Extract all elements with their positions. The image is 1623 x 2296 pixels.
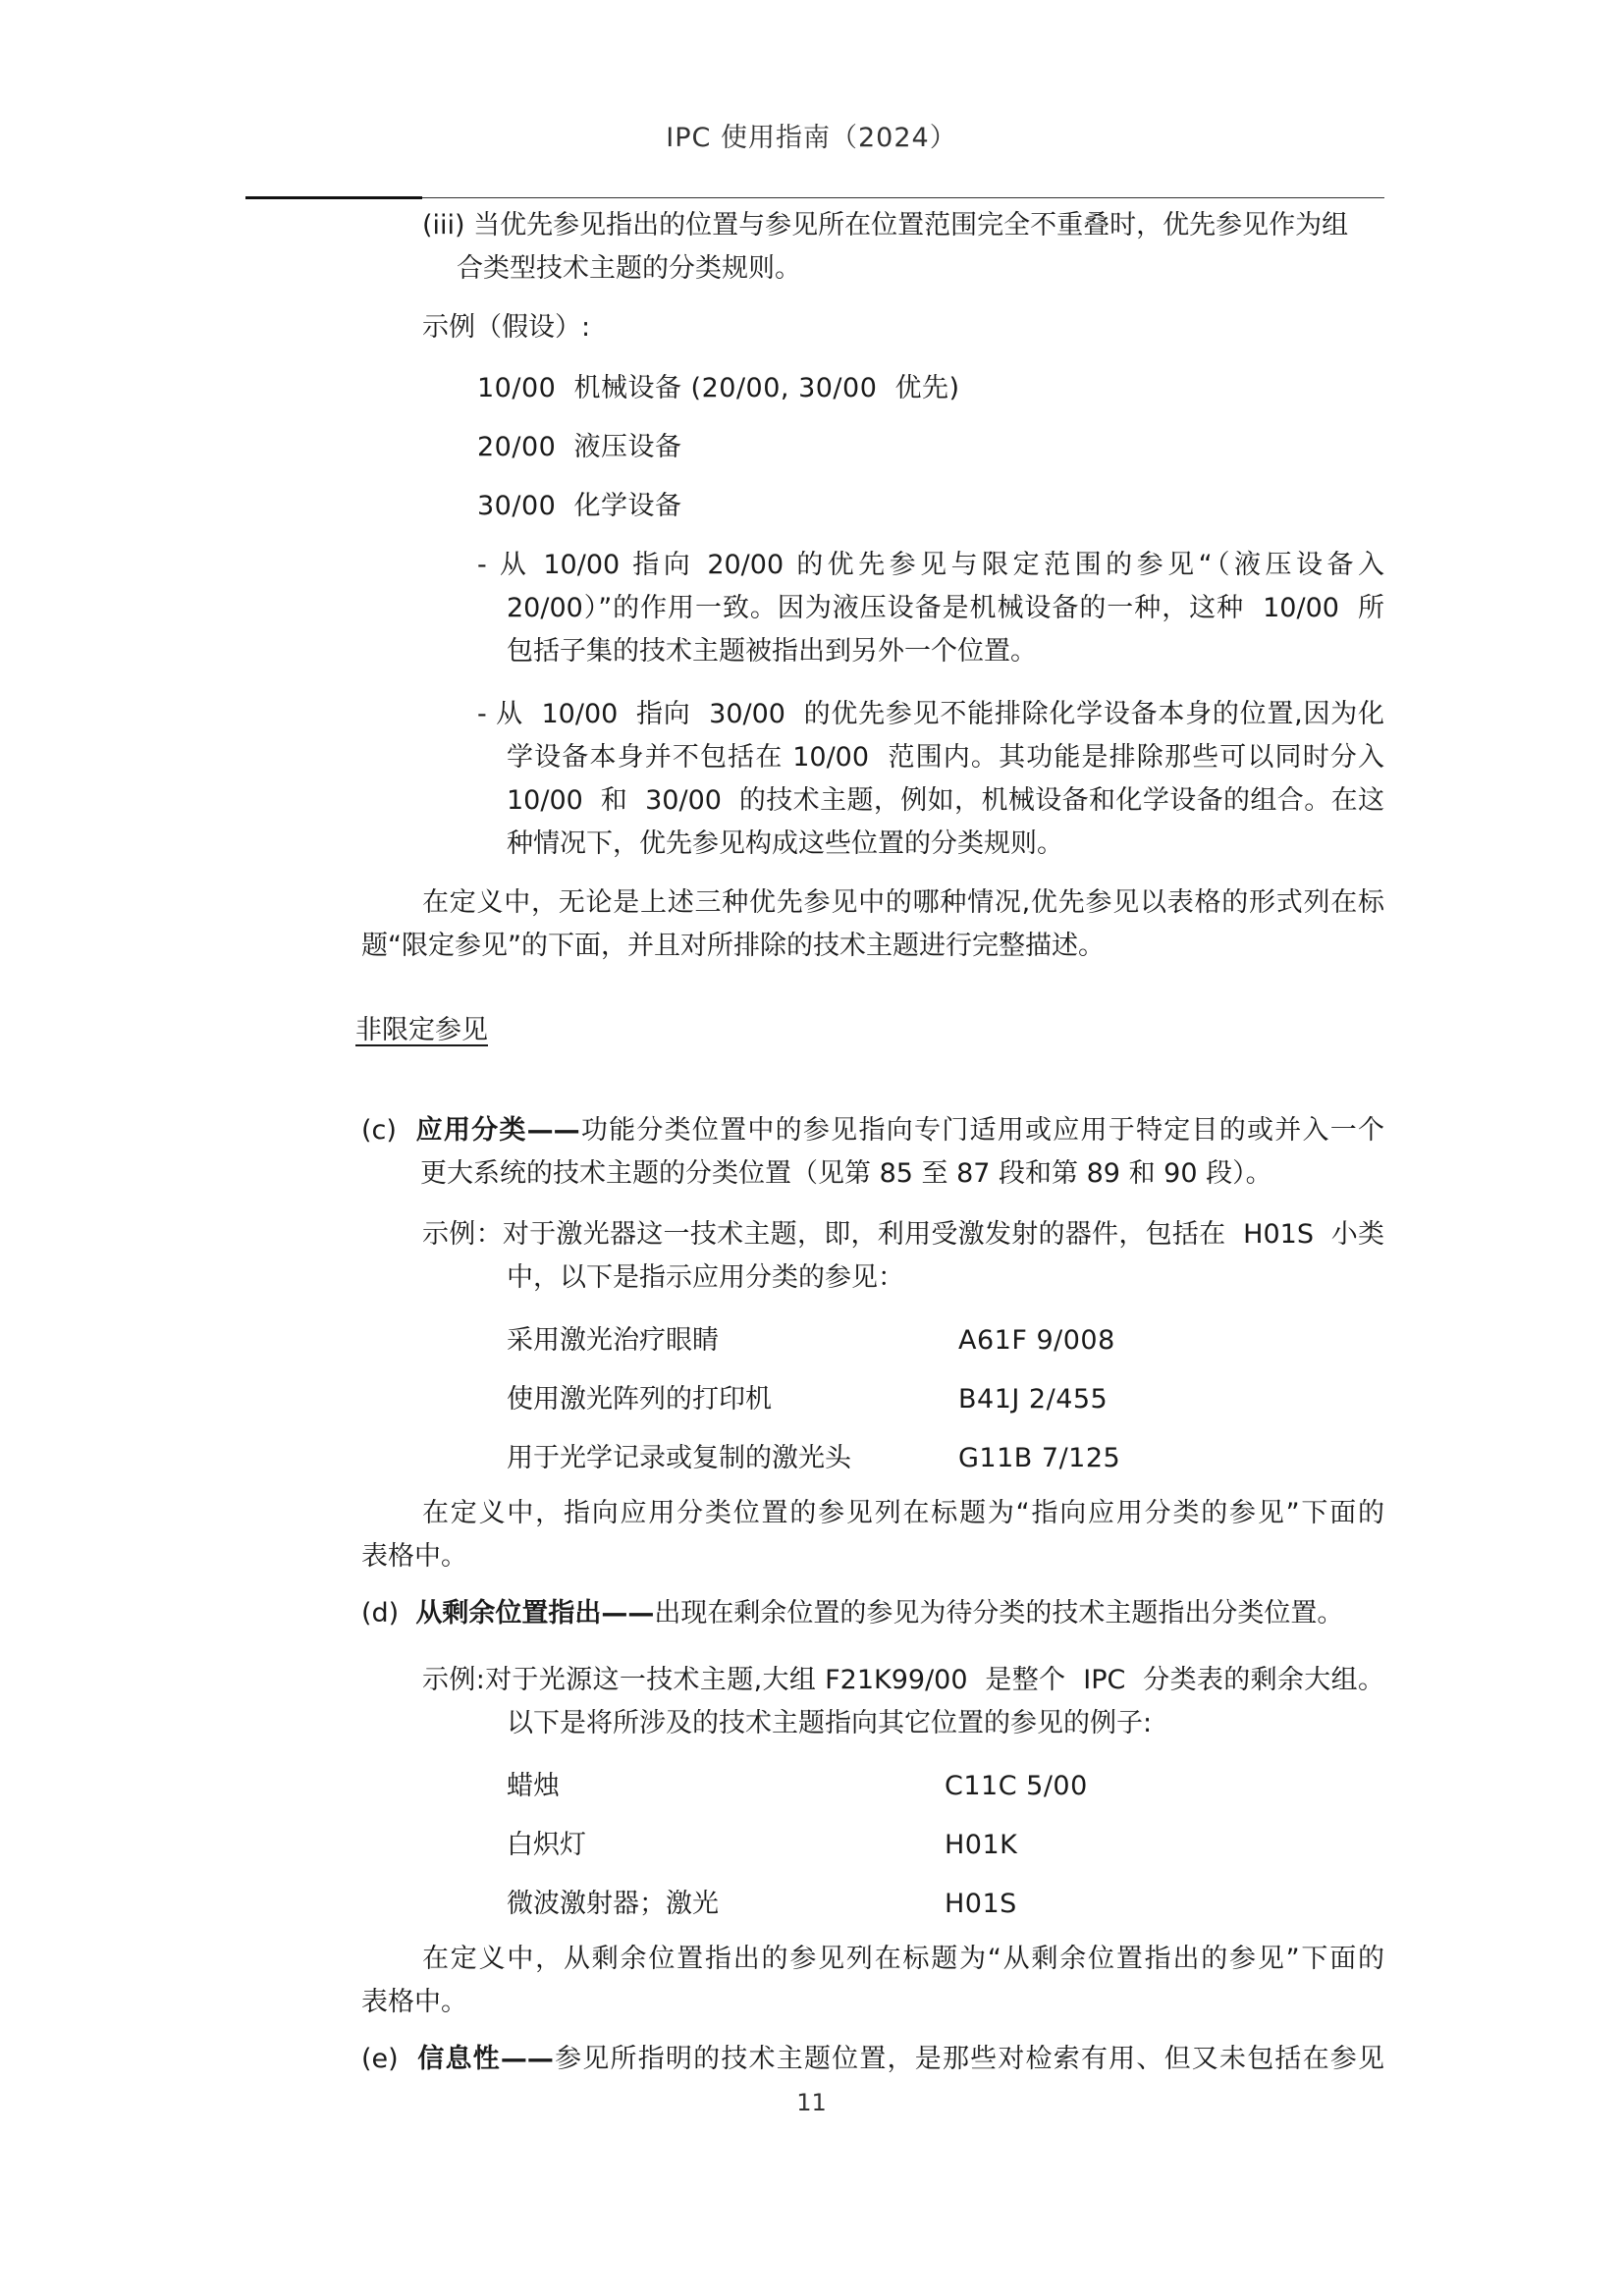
table-desc: 微波激射器；激光 <box>507 1889 719 1919</box>
bullet-1 <box>477 544 1384 587</box>
item-c-def-line2: 表格中。 <box>361 1541 467 1572</box>
bullet-1-cont <box>507 587 1384 673</box>
bullet-2-line1: - 从 10/00 指向 30/00 的优先参见不能排除化学设备本身的位置,因为化 <box>477 699 1384 729</box>
item-c-def-line1: 在定义中，指向应用分类位置的参见列在标题为“指向应用分类的参见”下面的 <box>422 1498 1384 1528</box>
item-e-marker: (e) <box>361 2044 399 2074</box>
definition-line1: 在定义中，无论是上述三种优先参见中的哪种情况,优先参见以表格的形式列在标 <box>422 887 1384 918</box>
item-c-cont <box>420 1152 1384 1196</box>
item-c-example-line1: 示例：对于激光器这一技术主题，即，利用受激发射的器件，包括在 H01S 小类 <box>422 1219 1384 1250</box>
bullet-2 <box>477 693 1384 736</box>
bullet-1-line3: 包括子集的技术主题被指出到另外一个位置。 <box>507 636 1037 667</box>
item-c-line2: 更大系统的技术主题的分类位置（见第 85 至 87 段和第 89 和 90 段）。 <box>420 1158 1272 1189</box>
item-d <box>361 1592 1384 1635</box>
table-code: H01S <box>945 1889 1017 1919</box>
table-code: H01K <box>945 1830 1018 1860</box>
header-rule-thick <box>245 196 422 199</box>
bullet-1-line1: - 从 10/00 指向 20/00 的优先参见与限定范围的参见“（液压设备入 <box>477 550 1384 580</box>
table-code: G11B 7/125 <box>958 1443 1121 1473</box>
item-iii <box>422 204 1384 247</box>
table-code: A61F 9/008 <box>958 1325 1115 1356</box>
table-row <box>507 1765 560 1808</box>
item-iii-line2: 合类型技术主题的分类规则。 <box>457 253 801 284</box>
bullet-2-line3: 10/00 和 30/00 的技术主题，例如，机械设备和化学设备的组合。在这 <box>507 785 1384 816</box>
item-c-definition <box>361 1492 1384 1578</box>
table-desc: 用于光学记录或复制的激光头 <box>507 1443 851 1473</box>
item-d-def-line1: 在定义中，从剩余位置指出的参见列在标题为“从剩余位置指出的参见”下面的 <box>422 1944 1384 1974</box>
item-c-line1: 功能分类位置中的参见指向专门适用或应用于特定目的或并入一个 <box>579 1115 1385 1146</box>
table-row <box>507 1437 851 1480</box>
table-row <box>507 1319 719 1362</box>
example-entry: 10/00 机械设备 (20/00, 30/00 优先) <box>477 373 960 403</box>
table-row <box>507 1378 772 1421</box>
definition-line2: 题“限定参见”的下面，并且对所排除的技术主题进行完整描述。 <box>361 931 1105 961</box>
item-c-term: 应用分类—— <box>415 1115 580 1146</box>
item-d-example <box>422 1659 1384 1702</box>
item-d-example-line2: 以下是将所涉及的技术主题指向其它位置的参见的例子: <box>507 1708 1153 1738</box>
table-row <box>507 1824 586 1867</box>
item-c-example <box>422 1213 1384 1256</box>
bullet-2-line2: 学设备本身并不包括在 10/00 范围内。其功能是排除那些可以同时分入 <box>507 742 1384 773</box>
page-header: IPC 使用指南（2024） <box>666 123 957 153</box>
item-iii-line1: 当优先参见指出的位置与参见所在位置范围完全不重叠时，优先参见作为组 <box>473 210 1349 240</box>
item-c-marker: (c) <box>361 1115 397 1146</box>
table-row <box>507 1883 719 1926</box>
item-c <box>361 1109 1384 1152</box>
definition-paragraph <box>361 881 1384 968</box>
item-c-example-cont <box>507 1256 1384 1300</box>
item-d-line1: 出现在剩余位置的参见为待分类的技术主题指出分类位置。 <box>654 1598 1344 1629</box>
example-hypothetical-label: 示例（假设）: <box>422 312 591 343</box>
table-code: C11C 5/00 <box>945 1771 1088 1801</box>
item-d-marker: (d) <box>361 1598 400 1629</box>
example-entry: 20/00 液压设备 <box>477 432 682 462</box>
item-e-line1: 参见所指明的技术主题位置，是那些对检索有用、但又未包括在参见 <box>553 2044 1385 2074</box>
item-d-def-line2: 表格中。 <box>361 1987 467 2017</box>
bullet-1-line2: 20/00）”的作用一致。因为液压设备是机械设备的一种，这种 10/00 所 <box>507 593 1384 623</box>
item-iii-cont <box>457 247 1384 291</box>
page-number: 11 <box>796 2089 827 2116</box>
example-entry: 30/00 化学设备 <box>477 491 682 521</box>
bullet-2-cont <box>507 736 1384 866</box>
header-rule-thin <box>422 197 1384 198</box>
table-desc: 白炽灯 <box>507 1830 586 1860</box>
table-desc: 采用激光治疗眼睛 <box>507 1325 719 1356</box>
table-desc: 蜡烛 <box>507 1771 560 1801</box>
item-d-example-line1: 示例:对于光源这一技术主题,大组 F21K99/00 是整个 IPC 分类表的剩余大组。 <box>422 1665 1384 1695</box>
table-desc: 使用激光阵列的打印机 <box>507 1384 772 1415</box>
section-heading: 非限定参见 <box>355 1015 488 1045</box>
item-d-example-cont <box>507 1702 1384 1745</box>
item-e <box>361 2038 1384 2081</box>
item-d-definition <box>361 1938 1384 2024</box>
item-c-example-line2: 中，以下是指示应用分类的参见： <box>507 1262 904 1293</box>
item-iii-marker: (iii) <box>422 210 465 240</box>
table-code: B41J 2/455 <box>958 1384 1109 1415</box>
item-d-term: 从剩余位置指出—— <box>415 1598 655 1629</box>
bullet-2-line4: 种情况下，优先参见构成这些位置的分类规则。 <box>507 828 1063 859</box>
item-e-term: 信息性—— <box>417 2044 554 2074</box>
